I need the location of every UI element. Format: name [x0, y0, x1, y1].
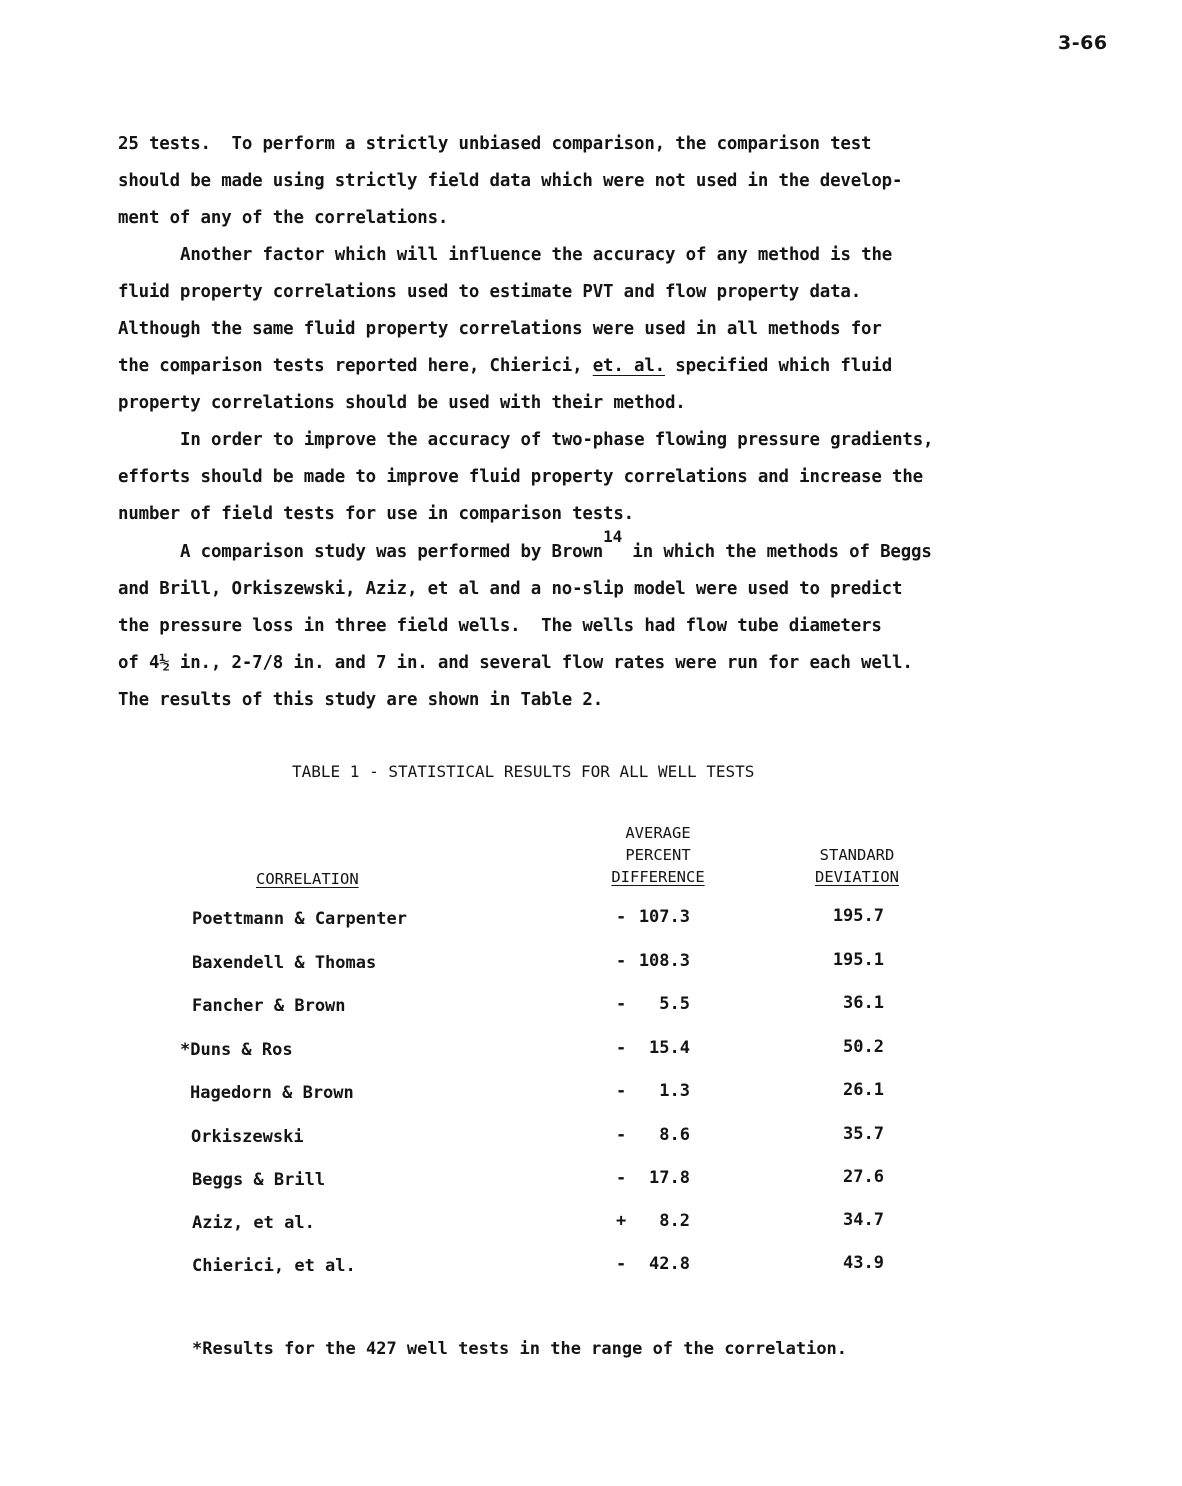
- text-line: [118, 527, 1078, 571]
- avg-value: 17.8: [649, 1168, 690, 1188]
- text-line: efforts should be made to improve fluid property correlations and increase the: [118, 467, 923, 487]
- text-line: should be made using strictly field data which were not used in the develop-: [118, 171, 903, 191]
- text-span: the comparison tests reported here, Chierici,: [118, 356, 593, 376]
- text-line: and Brill, Orkiszewski, Aziz, et al and a no-slip model were used to predict: [118, 579, 903, 599]
- std-value: 50.2: [843, 1037, 884, 1057]
- text-span: specified which fluid: [664, 356, 893, 376]
- correlation-name: Aziz, et al.: [192, 1213, 315, 1233]
- avg-header-line: AVERAGE: [625, 824, 691, 842]
- text-line: of 4½ in., 2-7/8 in. and 7 in. and several flow rates were run for each well.: [118, 653, 913, 673]
- std-header-line: DEVIATION: [815, 868, 899, 886]
- text-line: property correlations should be used with their method.: [118, 393, 686, 413]
- correlation-header: CORRELATION: [256, 870, 359, 888]
- std-value: 35.7: [843, 1124, 884, 1144]
- std-value: 195.7: [832, 906, 884, 926]
- correlation-name: Beggs & Brill: [192, 1170, 326, 1190]
- avg-value: 107.3: [638, 907, 690, 927]
- table-title: TABLE 1 - STATISTICAL RESULTS FOR ALL WELL TESTS: [292, 762, 755, 781]
- avg-value: 1.3: [659, 1081, 690, 1101]
- sign: +: [616, 1211, 627, 1231]
- text-line: The results of this study are shown in Table 2.: [118, 690, 604, 710]
- std-value: 26.1: [843, 1080, 884, 1100]
- correlation-name: Baxendell & Thomas: [192, 953, 377, 973]
- sign: -: [616, 951, 627, 971]
- std-header-line: STANDARD: [819, 846, 895, 864]
- text-line: number of field tests for use in comparison tests.: [118, 504, 635, 524]
- sign: -: [616, 907, 627, 927]
- std-value: 27.6: [843, 1167, 884, 1187]
- avg-value: 5.5: [659, 994, 690, 1014]
- std-value: 43.9: [843, 1253, 884, 1273]
- text-line: [118, 348, 1078, 385]
- sign: -: [616, 1254, 627, 1274]
- correlation-name: Poettmann & Carpenter: [192, 909, 407, 929]
- avg-value: 8.6: [659, 1125, 690, 1145]
- text-line: Another factor which will influence the accuracy of any method is the: [180, 245, 893, 265]
- text-line: Although the same fluid property correlations were used in all methods for: [118, 319, 882, 339]
- correlation-name: *Duns & Ros: [180, 1040, 293, 1060]
- text-span: A comparison study was performed by Brown: [180, 542, 604, 562]
- avg-header-line: DIFFERENCE: [611, 868, 705, 886]
- correlation-name: Chierici, et al.: [192, 1256, 356, 1276]
- avg-value: 42.8: [649, 1254, 690, 1274]
- text-line: In order to improve the accuracy of two-phase flowing pressure gradients,: [180, 430, 934, 450]
- body-text: [118, 126, 1078, 719]
- avg-value: 108.3: [638, 951, 690, 971]
- sign: -: [616, 1168, 627, 1188]
- reference-superscript: 14: [603, 527, 623, 546]
- correlation-name: Hagedorn & Brown: [190, 1083, 354, 1103]
- underlined-citation: et. al.: [592, 356, 665, 376]
- sign: -: [616, 1125, 627, 1145]
- avg-value: 15.4: [649, 1038, 690, 1058]
- sign: -: [616, 994, 627, 1014]
- avg-value: 8.2: [659, 1211, 690, 1231]
- text-line: the pressure loss in three field wells. The wells had flow tube diameters: [118, 616, 882, 636]
- std-value: 195.1: [832, 950, 884, 970]
- sign: -: [616, 1081, 627, 1101]
- text-line: ment of any of the correlations.: [118, 208, 449, 228]
- std-value: 34.7: [843, 1210, 884, 1230]
- correlation-name: Orkiszewski: [191, 1127, 304, 1147]
- sign: -: [616, 1038, 627, 1058]
- correlation-name: Fancher & Brown: [192, 996, 346, 1016]
- text-line: 25 tests. To perform a strictly unbiased comparison, the comparison test: [118, 134, 872, 154]
- page-number: 3-66: [1058, 32, 1108, 54]
- std-value: 36.1: [843, 993, 884, 1013]
- avg-header-line: PERCENT: [625, 846, 691, 864]
- text-span: in which the methods of Beggs: [622, 542, 932, 562]
- table-footnote: *Results for the 427 well tests in the range of the correlation.: [192, 1339, 848, 1359]
- text-line: fluid property correlations used to estimate PVT and flow property data.: [118, 282, 862, 302]
